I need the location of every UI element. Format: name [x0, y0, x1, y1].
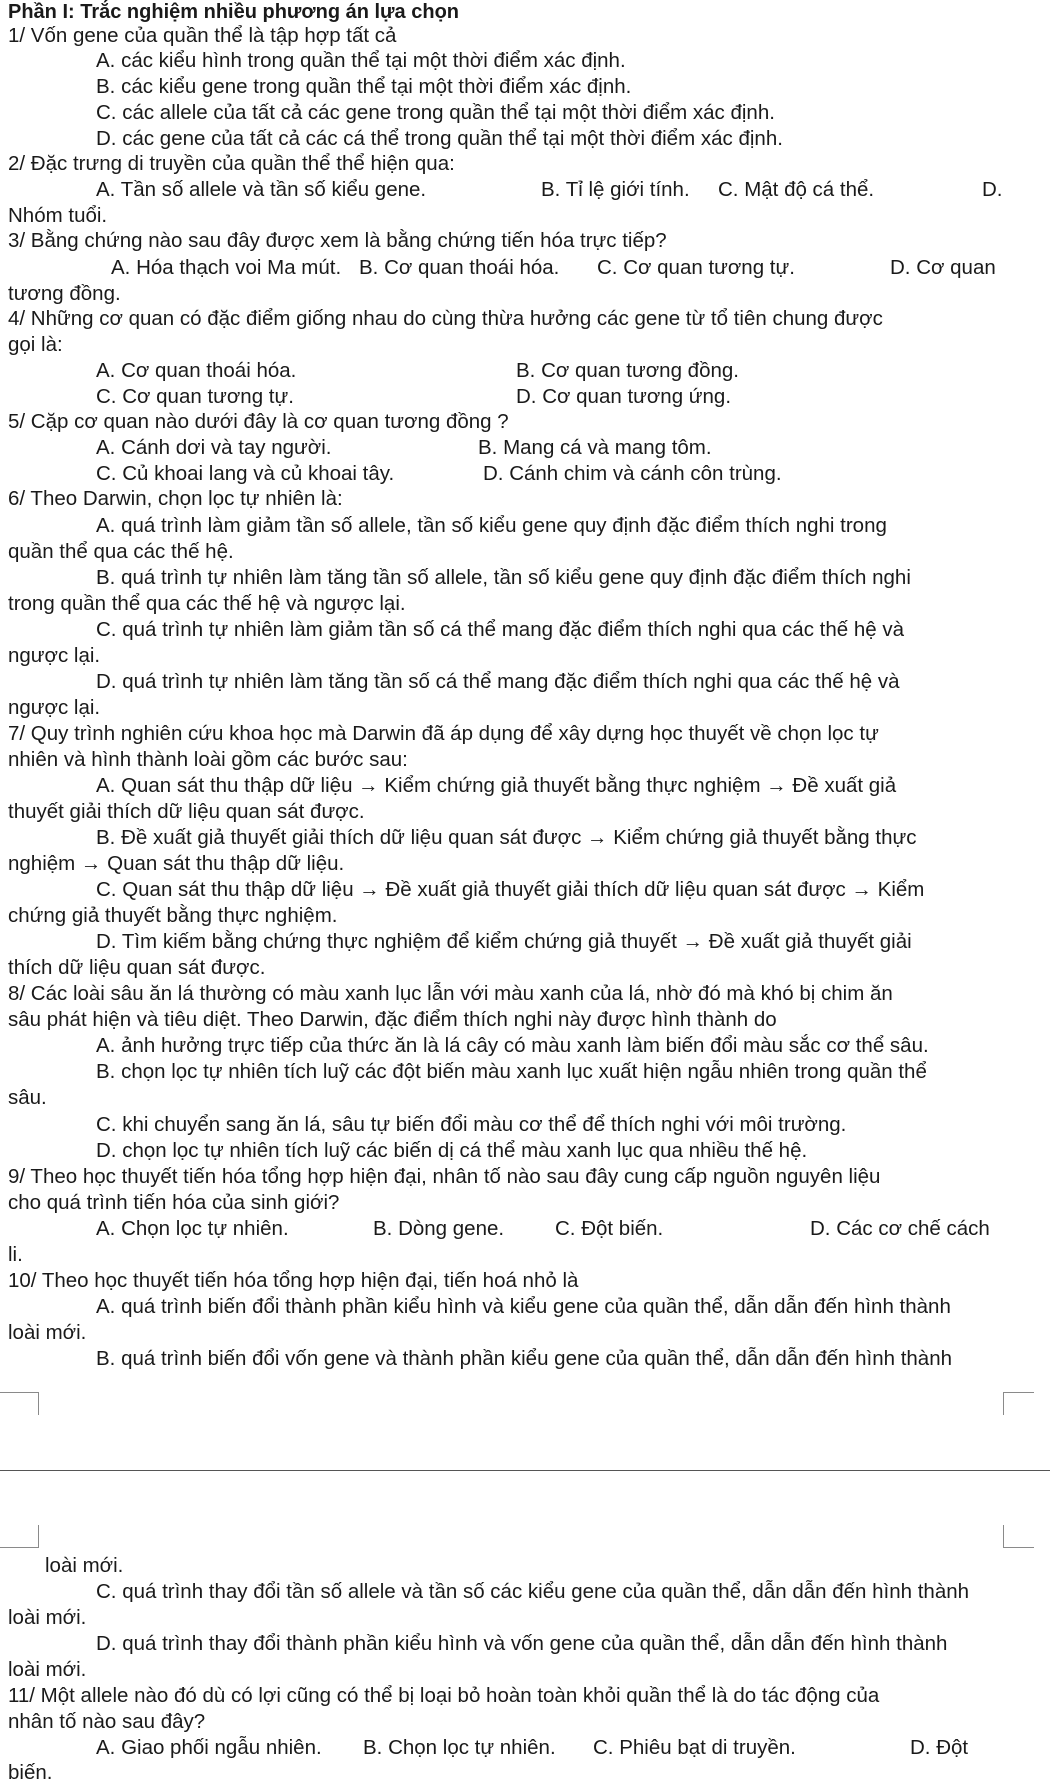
q1-option-c: C. các allele của tất cả các gene trong quần thể tại một thời điểm xác định. — [96, 101, 775, 124]
q10-option-c-cont: loài mới. — [8, 1606, 87, 1629]
q1-option-a: A. các kiểu hình trong quần thể tại một thời điểm xác định. — [96, 49, 626, 72]
question-9-cont: cho quá trình tiến hóa của sinh giới? — [8, 1191, 340, 1214]
q7-option-a: A. Quan sát thu thập dữ liệu → Kiểm chứng giả thuyết bằng thực nghiệm → Đề xuất giả — [96, 774, 897, 797]
question-1: 1/ Vốn gene của quần thể là tập hợp tất cả — [8, 24, 397, 47]
q5-option-b: B. Mang cá và mang tôm. — [478, 436, 712, 459]
question-8-cont: sâu phát hiện và tiêu diệt. Theo Darwin, đặc điểm thích nghi này được hình thành do — [8, 1008, 777, 1031]
q5-option-c: C. Củ khoai lang và củ khoai tây. — [96, 462, 395, 485]
q11-option-d: D. Đột — [910, 1736, 969, 1759]
q9-option-b: B. Dòng gene. — [373, 1217, 505, 1240]
q2-option-d: D. — [982, 178, 1003, 201]
q2-option-b: B. Tỉ lệ giới tính. — [541, 178, 690, 201]
q8-option-c: C. khi chuyển sang ăn lá, sâu tự biến đổi màu cơ thể để thích nghi với môi trường. — [96, 1113, 847, 1136]
page-corner-top-right — [1003, 1392, 1034, 1415]
q2-option-a: A. Tần số allele và tần số kiểu gene. — [96, 178, 427, 201]
q6-option-d-cont: ngược lại. — [8, 696, 101, 719]
q6-option-c: C. quá trình tự nhiên làm giảm tần số cá thể mang đặc điểm thích nghi qua các thế hệ và — [96, 618, 904, 641]
q10-option-d: D. quá trình thay đổi thành phần kiểu hình và vốn gene của quần thể, dẫn dẫn đến hình thành — [96, 1632, 948, 1655]
question-7-cont: nhiên và hình thành loài gồm các bước sau: — [8, 748, 408, 771]
q6-option-d: D. quá trình tự nhiên làm tăng tần số cá thể mang đặc điểm thích nghi qua các thế hệ và — [96, 670, 900, 693]
q7-option-d-cont: thích dữ liệu quan sát được. — [8, 956, 266, 979]
question-8: 8/ Các loài sâu ăn lá thường có màu xanh lục lẫn với màu xanh của lá, nhờ đó mà khó bị chim ăn — [8, 982, 893, 1005]
q1-option-b: B. các kiểu gene trong quần thể tại một thời điểm xác định. — [96, 75, 632, 98]
page-corner-top-left — [0, 1392, 39, 1415]
q10-option-c: C. quá trình thay đổi tần số allele và tần số các kiểu gene của quần thể, dẫn dẫn đến hình thành — [96, 1580, 970, 1603]
question-3: 3/ Bằng chứng nào sau đây được xem là bằng chứng tiến hóa trực tiếp? — [8, 229, 667, 252]
q11-option-b: B. Chọn lọc tự nhiên. — [363, 1736, 556, 1759]
q11-option-a: A. Giao phối ngẫu nhiên. — [96, 1736, 322, 1759]
q7-option-c-cont: chứng giả thuyết bằng thực nghiệm. — [8, 904, 338, 927]
q8-option-d: D. chọn lọc tự nhiên tích luỹ các biến dị cá thể màu xanh lục qua nhiều thế hệ. — [96, 1139, 808, 1162]
q4-option-b: B. Cơ quan tương đồng. — [516, 359, 739, 382]
q4-option-a: A. Cơ quan thoái hóa. — [96, 359, 297, 382]
q10-option-b: B. quá trình biến đổi vốn gene và thành phần kiểu gene của quần thể, dẫn dẫn đến hình thành — [96, 1347, 953, 1370]
q3-option-d: D. Cơ quan — [890, 256, 996, 279]
q11-option-d-cont: biến. — [8, 1761, 53, 1784]
question-11-cont: nhân tố nào sau đây? — [8, 1710, 206, 1733]
question-11: 11/ Một allele nào đó dù có lợi cũng có thể bị loại bỏ hoàn toàn khỏi quần thể là do tác động của — [8, 1684, 880, 1707]
q8-option-b: B. chọn lọc tự nhiên tích luỹ các đột biến màu xanh lục xuất hiện ngẫu nhiên trong quần thể — [96, 1060, 927, 1083]
q6-option-a: A. quá trình làm giảm tần số allele, tần số kiểu gene quy định đặc điểm thích nghi trong — [96, 514, 887, 537]
q3-option-d-cont: tương đồng. — [8, 282, 121, 305]
q7-option-b-cont: nghiệm → Quan sát thu thập dữ liệu. — [8, 852, 345, 875]
q6-option-b-cont: trong quần thể qua các thế hệ và ngược lại. — [8, 592, 406, 615]
page-break-line — [0, 1470, 1050, 1471]
q9-option-d: D. Các cơ chế cách — [810, 1217, 990, 1240]
page-corner-bottom-right — [1003, 1525, 1034, 1548]
question-4: 4/ Những cơ quan có đặc điểm giống nhau do cùng thừa hưởng các gene từ tổ tiên chung được — [8, 307, 883, 330]
q4-option-c: C. Cơ quan tương tự. — [96, 385, 294, 408]
q4-option-d: D. Cơ quan tương ứng. — [516, 385, 732, 408]
q7-option-d: D. Tìm kiếm bằng chứng thực nghiệm để kiểm chứng giả thuyết → Đề xuất giả thuyết giải — [96, 930, 912, 953]
q2-option-d-cont: Nhóm tuổi. — [8, 204, 108, 227]
q7-option-b: B. Đề xuất giả thuyết giải thích dữ liệu quan sát được → Kiểm chứng giả thuyết bằng thực — [96, 826, 917, 849]
q10-option-a-cont: loài mới. — [8, 1321, 87, 1344]
q7-option-c: C. Quan sát thu thập dữ liệu → Đề xuất giả thuyết giải thích dữ liệu quan sát được → Kiểm — [96, 878, 925, 901]
question-10: 10/ Theo học thuyết tiến hóa tổng hợp hiện đại, tiến hoá nhỏ là — [8, 1269, 579, 1292]
q10-option-d-cont: loài mới. — [8, 1658, 87, 1681]
q5-option-d: D. Cánh chim và cánh côn trùng. — [483, 462, 782, 485]
q6-option-b: B. quá trình tự nhiên làm tăng tần số allele, tần số kiểu gene quy định đặc điểm thích nghi — [96, 566, 911, 589]
q6-option-a-cont: quần thể qua các thế hệ. — [8, 540, 234, 563]
q8-option-a: A. ảnh hưởng trực tiếp của thức ăn là lá cây có màu xanh làm biến đổi màu sắc cơ thể sâu. — [96, 1034, 929, 1057]
q5-option-a: A. Cánh dơi và tay người. — [96, 436, 332, 459]
q3-option-b: B. Cơ quan thoái hóa. — [359, 256, 560, 279]
question-4-cont: gọi là: — [8, 333, 63, 356]
q8-option-b-cont: sâu. — [8, 1086, 47, 1109]
q11-option-c: C. Phiêu bạt di truyền. — [593, 1736, 796, 1759]
q9-option-c: C. Đột biến. — [555, 1217, 664, 1240]
q9-option-a: A. Chọn lọc tự nhiên. — [96, 1217, 289, 1240]
question-2: 2/ Đặc trưng di truyền của quần thể thể hiện qua: — [8, 152, 455, 175]
q9-option-d-cont: li. — [8, 1243, 23, 1266]
q3-option-a: A. Hóa thạch voi Ma mút. — [111, 256, 342, 279]
question-5: 5/ Cặp cơ quan nào dưới đây là cơ quan tương đồng ? — [8, 410, 509, 433]
page-corner-bottom-left — [0, 1525, 39, 1548]
q1-option-d: D. các gene của tất cả các cá thể trong quần thể tại một thời điểm xác định. — [96, 127, 783, 150]
question-6: 6/ Theo Darwin, chọn lọc tự nhiên là: — [8, 487, 343, 510]
q2-option-c: C. Mật độ cá thể. — [718, 178, 875, 201]
q10-option-a: A. quá trình biến đổi thành phần kiểu hình và kiểu gene của quần thể, dẫn dẫn đến hình thành — [96, 1295, 951, 1318]
q7-option-a-cont: thuyết giải thích dữ liệu quan sát được. — [8, 800, 365, 823]
q3-option-c: C. Cơ quan tương tự. — [597, 256, 795, 279]
question-7: 7/ Quy trình nghiên cứu khoa học mà Darwin đã áp dụng để xây dựng học thuyết về chọn lọc tự — [8, 722, 879, 745]
q10-option-b-cont: loài mới. — [45, 1554, 124, 1577]
question-9: 9/ Theo học thuyết tiến hóa tổng hợp hiện đại, nhân tố nào sau đây cung cấp nguồn nguyên liệu — [8, 1165, 881, 1188]
section-title: Phần I: Trắc nghiệm nhiều phương án lựa chọn — [8, 1, 459, 23]
q6-option-c-cont: ngược lại. — [8, 644, 101, 667]
